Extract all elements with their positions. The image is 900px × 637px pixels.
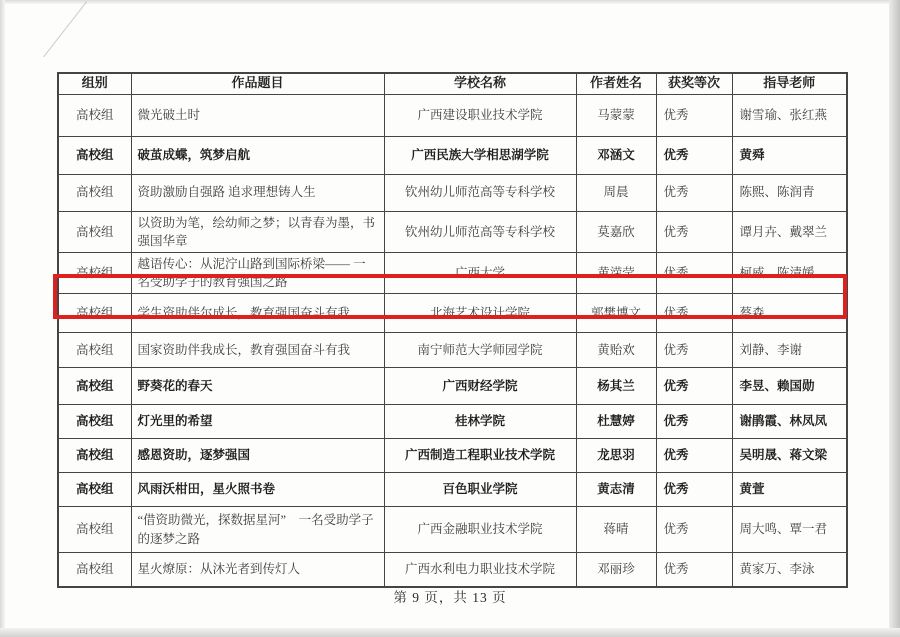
table-row: [58, 553, 847, 587]
author-cell: 马蒙蒙: [576, 94, 656, 136]
teacher-cell: 陈熙、陈润青: [732, 174, 847, 211]
teacher-cell: 谢雪瑜、张红燕: [732, 94, 847, 136]
award-cell: 优秀: [656, 553, 732, 587]
teacher-cell: 黄舜: [732, 136, 847, 174]
teacher-cell: 谢鹃霞、林凤凤: [732, 405, 847, 439]
scan-page-edge-top: [0, 0, 900, 4]
school-cell: 广西制造工程职业技术学院: [384, 439, 576, 473]
title-cell: 越语传心：从泥泞山路到国际桥梁—— 一名受助学子的教育强国之路: [131, 252, 384, 293]
title-cell: 国家资助伴我成长，教育强国奋斗有我: [131, 333, 384, 368]
title-cell: 灯光里的希望: [131, 405, 384, 439]
author-cell: 黄溁莹: [576, 252, 656, 293]
teacher-cell: 黄家万、李泳: [732, 553, 847, 587]
group-cell: 高校组: [58, 473, 131, 507]
group-cell: 高校组: [58, 507, 131, 553]
title-cell: 学生资助伴尔成长，教育强国奋斗有我: [131, 294, 384, 333]
table-header-row: [58, 73, 847, 94]
scan-page-edge-left: [0, 0, 5, 637]
award-cell: 优秀: [656, 405, 732, 439]
school-cell: 钦州幼儿师范高等专科学校: [384, 174, 576, 211]
author-cell: 邓涵文: [576, 136, 656, 174]
author-cell: 蒋晴: [576, 507, 656, 553]
school-cell: 广西财经学院: [384, 368, 576, 405]
table-row-highlighted: [58, 294, 847, 333]
award-cell: 优秀: [656, 136, 732, 174]
scan-page-edge-right: [889, 0, 900, 637]
table-row: [58, 439, 847, 473]
author-cell: 杨其兰: [576, 368, 656, 405]
title-cell: 风雨沃柑田，星火照书卷: [131, 473, 384, 507]
group-cell: 高校组: [58, 368, 131, 405]
award-cell: 优秀: [656, 294, 732, 333]
table-row: [58, 368, 847, 405]
award-cell: 优秀: [656, 211, 732, 252]
column-header: 获奖等次: [656, 73, 732, 94]
school-cell: 广西水利电力职业技术学院: [384, 553, 576, 587]
table-row: [58, 136, 847, 174]
school-cell: 南宁师范大学师园学院: [384, 333, 576, 368]
author-cell: 邓丽珍: [576, 553, 656, 587]
author-cell: 郭樊博文: [576, 294, 656, 333]
teacher-cell: 黄萱: [732, 473, 847, 507]
title-cell: 感恩资助，逐梦强国: [131, 439, 384, 473]
title-cell: 资助激励自强路 追求理想铸人生: [131, 174, 384, 211]
scan-corner-artifact: [0, 0, 87, 57]
school-cell: 百色职业学院: [384, 473, 576, 507]
teacher-cell: 李昱、赖国勋: [732, 368, 847, 405]
title-cell: 野葵花的春天: [131, 368, 384, 405]
group-cell: 高校组: [58, 333, 131, 368]
group-cell: 高校组: [58, 294, 131, 333]
author-cell: 龙思羽: [576, 439, 656, 473]
school-cell: 桂林学院: [384, 405, 576, 439]
title-cell: 以资助为笔，绘幼师之梦；以青春为墨，书强国华章: [131, 211, 384, 252]
group-cell: 高校组: [58, 405, 131, 439]
group-cell: 高校组: [58, 174, 131, 211]
table-body: [58, 94, 847, 587]
column-header: 作品题目: [131, 73, 384, 94]
award-results-table: [57, 72, 848, 588]
school-cell: 广西金融职业技术学院: [384, 507, 576, 553]
school-cell: 钦州幼儿师范高等专科学校: [384, 211, 576, 252]
table-row: [58, 405, 847, 439]
title-cell: “借资助微光，探数据星河” 一名受助学子的逐梦之路: [131, 507, 384, 553]
table-row: [58, 507, 847, 553]
award-cell: 优秀: [656, 368, 732, 405]
author-cell: 杜慧婷: [576, 405, 656, 439]
teacher-cell: 周大鸣、覃一君: [732, 507, 847, 553]
award-cell: 优秀: [656, 473, 732, 507]
group-cell: 高校组: [58, 252, 131, 293]
award-cell: 优秀: [656, 252, 732, 293]
teacher-cell: 刘静、李谢: [732, 333, 847, 368]
school-cell: 广西大学: [384, 252, 576, 293]
teacher-cell: 蔡森: [732, 294, 847, 333]
column-header: 作者姓名: [576, 73, 656, 94]
award-cell: 优秀: [656, 174, 732, 211]
author-cell: 周晨: [576, 174, 656, 211]
teacher-cell: 柯威、陈清媛: [732, 252, 847, 293]
award-cell: 优秀: [656, 94, 732, 136]
table-row: [58, 94, 847, 136]
group-cell: 高校组: [58, 94, 131, 136]
table-row: [58, 473, 847, 507]
table-row: [58, 252, 847, 293]
school-cell: 北海艺术设计学院: [384, 294, 576, 333]
group-cell: 高校组: [58, 553, 131, 587]
award-cell: 优秀: [656, 439, 732, 473]
group-cell: 高校组: [58, 439, 131, 473]
award-cell: 优秀: [656, 333, 732, 368]
column-header: 组别: [58, 73, 131, 94]
author-cell: 莫嘉欣: [576, 211, 656, 252]
title-cell: 微光破土时: [131, 94, 384, 136]
school-cell: 广西建设职业技术学院: [384, 94, 576, 136]
teacher-cell: 谭月卉、戴翠兰: [732, 211, 847, 252]
column-header: 指导老师: [732, 73, 847, 94]
page-number-footer: 第 9 页，共 13 页: [393, 590, 507, 605]
award-cell: 优秀: [656, 507, 732, 553]
teacher-cell: 吴明晟、蒋文梁: [732, 439, 847, 473]
scan-page-edge-bottom: [0, 628, 900, 637]
table-row: [58, 333, 847, 368]
table-row: [58, 211, 847, 252]
table-row: [58, 174, 847, 211]
group-cell: 高校组: [58, 136, 131, 174]
column-header: 学校名称: [384, 73, 576, 94]
group-cell: 高校组: [58, 211, 131, 252]
school-cell: 广西民族大学相思湖学院: [384, 136, 576, 174]
title-cell: 破茧成蝶，筑梦启航: [131, 136, 384, 174]
author-cell: 黄贻欢: [576, 333, 656, 368]
title-cell: 星火燎原：从沐光者到传灯人: [131, 553, 384, 587]
author-cell: 黄志清: [576, 473, 656, 507]
